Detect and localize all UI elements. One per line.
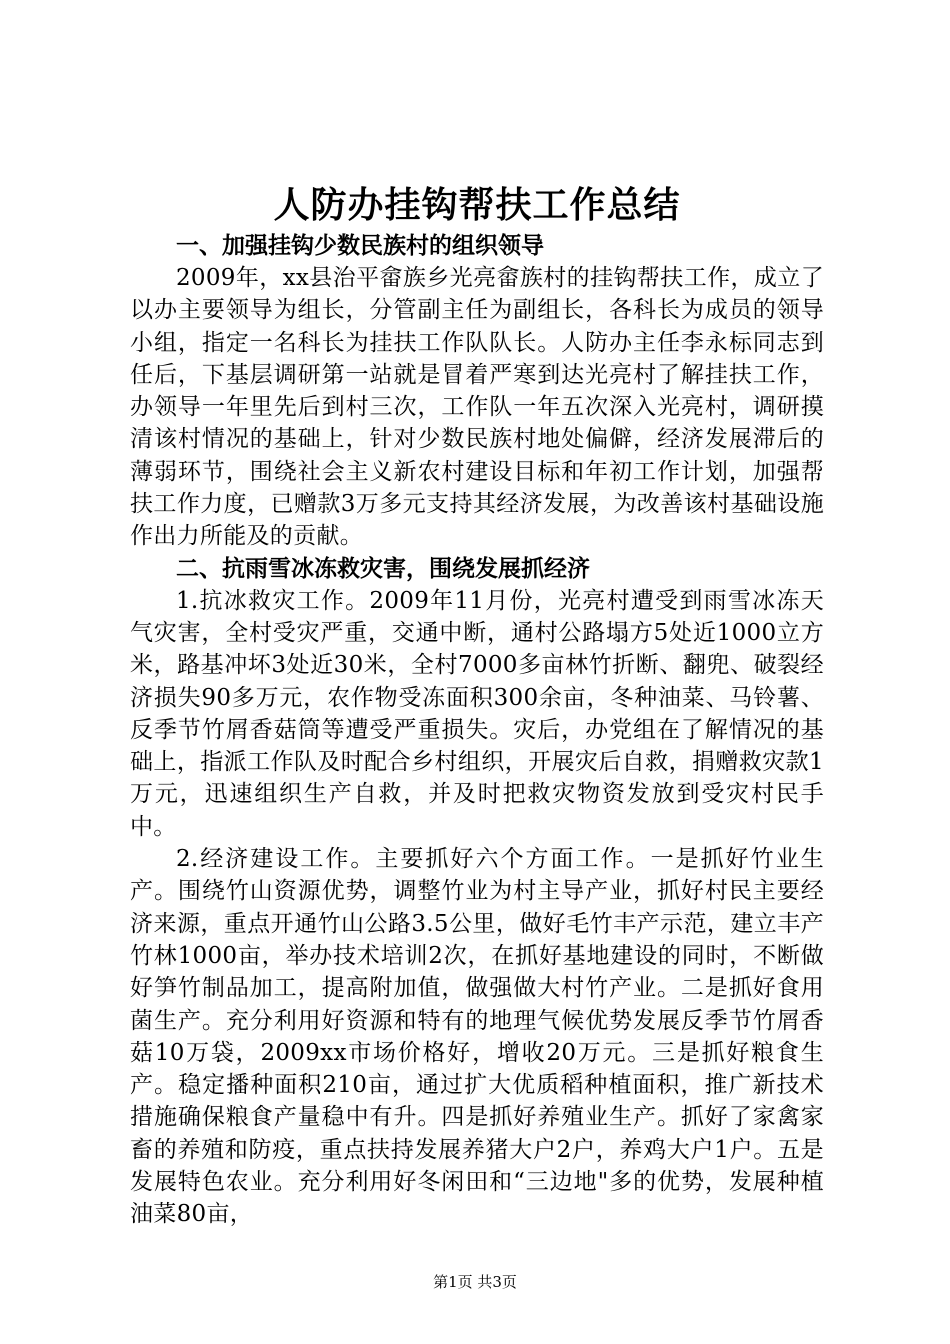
page-footer: 第1页 共3页	[433, 1273, 517, 1291]
section1-paragraph-1: 2009年，xx县治平畲族乡光亮畲族村的挂钩帮扶工作，成立了以办主要领导为组长，分管副主任为副组长，各科长为成员的领导小组，指定一名科长为挂扶工作队队长。人防办主任李永标同志到任后，下基层调研第一站就是冒着严寒到达光亮村了解挂扶工作，办领导一年里先后到村三次，工作队一年五次深入光亮村，调研摸清该村情况的基础上，针对少数民族村地处偏僻，经济发展滞后的薄弱环节，围绕社会主义新农村建设目标和年初工作计划，加强帮扶工作力度，已赠款3万多元支持其经济发展，为改善该村基础设施作出力所能及的贡献。	[130, 265, 824, 550]
section1-heading: 一、加强挂钩少数民族村的组织领导	[176, 232, 544, 259]
document-page	[130, 180, 824, 1231]
section2-paragraph-1: 1.抗冰救灾工作。2009年11月份，光亮村遭受到雨雪冰冻天气灾害，全村受灾严重，交通中断，通村公路塌方5处近1000立方米，路基冲坏3处近30米，全村7000多亩林竹折断、翻兜、破裂经济损失90多万元，农作物受冻面积300余亩，冬种油菜、马铃薯、反季节竹屑香菇筒等遭受严重损失。灾后，办党组在了解情况的基础上，指派工作队及时配合乡村组织，开展灾后自救，捐赠救灾款1万元，迅速组织生产自救，并及时把救灾物资发放到受灾村民手中。	[130, 587, 824, 840]
section2-paragraph-2: 2.经济建设工作。主要抓好六个方面工作。一是抓好竹业生产。围绕竹山资源优势，调整竹业为村主导产业，抓好村民主要经济来源，重点开通竹山公路3.5公里，做好毛竹丰产示范，建立丰产竹林1000亩，举办技术培训2次，在抓好基地建设的同时，不断做好笋竹制品加工，提高附加值，做强做大村竹产业。二是抓好食用菌生产。充分利用好资源和特有的地理气候优势发展反季节竹屑香菇10万袋，2009xx市场价格好，增收20万元。三是抓好粮食生产。稳定播种面积210亩，通过扩大优质稻种植面积，推广新技术措施确保粮食产量稳中有升。四是抓好养殖业生产。抓好了家禽家畜的养殖和防疫，重点扶持发展养猪大户2户，养鸡大户1户。五是发展特色农业。充分利用好冬闲田和“三边地"多的优势，发展种植油菜80亩，	[130, 846, 824, 1228]
document-title: 人防办挂钩帮扶工作总结	[273, 184, 681, 226]
section2-heading: 二、抗雨雪冰冻救灾害，围绕发展抓经济	[176, 554, 590, 582]
